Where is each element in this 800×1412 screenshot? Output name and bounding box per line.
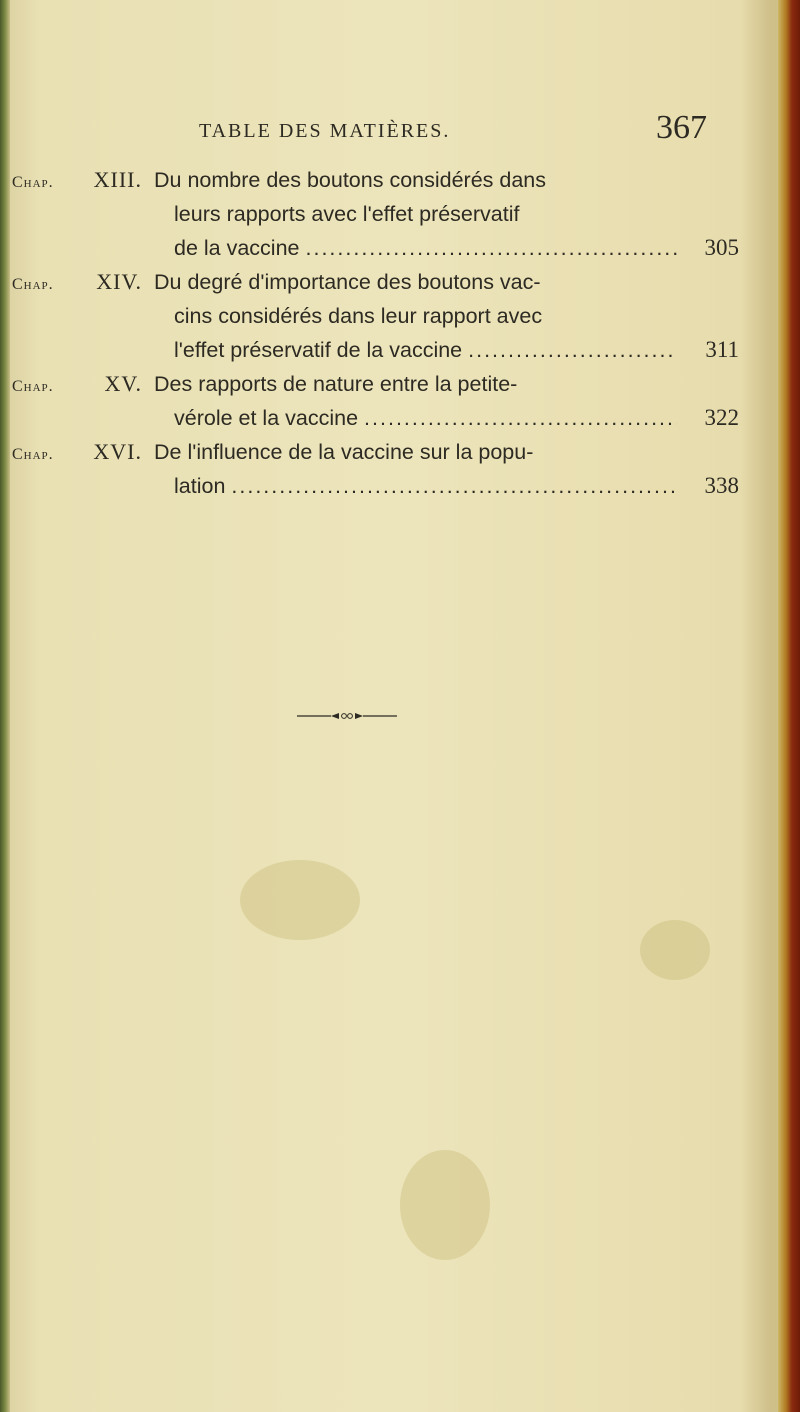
entry-line: lation <box>174 474 226 498</box>
entry-title <box>154 265 739 367</box>
paper-stain <box>240 860 360 940</box>
page-ref: 305 <box>704 235 739 260</box>
dot-leader <box>364 401 677 435</box>
toc-entry <box>12 367 742 435</box>
page-header <box>199 109 719 158</box>
entry-line: Des rapports de nature entre la petite- <box>154 372 518 396</box>
binding-gutter <box>0 0 10 1412</box>
entry-line: De l'influence de la vaccine sur la popu- <box>154 440 534 464</box>
chapter-number: XIII. <box>93 167 142 192</box>
chapter-label: Chap. <box>12 174 54 191</box>
header-title: TABLE DES MATIÈRES. <box>199 120 451 142</box>
toc-entry <box>12 163 742 265</box>
page-ref: 311 <box>705 337 739 362</box>
entry-head <box>12 163 142 200</box>
entry-line: leurs rapports avec l'effet préservatif <box>174 202 520 226</box>
entry-line: Du nombre des boutons considérés dans <box>154 168 547 192</box>
paper-stain <box>400 1150 490 1260</box>
paper-stain <box>640 920 710 980</box>
entry-last-line <box>154 401 739 435</box>
entry-last-line <box>154 231 739 265</box>
entry-line: Du degré d'importance des boutons vac- <box>154 270 541 294</box>
entry-line: de la vaccine <box>174 236 300 260</box>
entry-last-line <box>154 333 739 367</box>
toc-entry <box>12 265 742 367</box>
entry-head <box>12 265 142 302</box>
chapter-label: Chap. <box>12 446 54 463</box>
chapter-label: Chap. <box>12 276 54 293</box>
entry-line: l'effet préservatif de la vaccine <box>174 338 463 362</box>
page-ref: 338 <box>704 473 739 498</box>
dot-leader <box>306 231 678 265</box>
entry-line: cins considérés dans leur rapport avec <box>174 304 543 328</box>
table-of-contents <box>12 163 742 503</box>
page-edge <box>778 0 800 1412</box>
entry-title <box>154 367 739 435</box>
entry-title <box>154 163 739 265</box>
page-ref: 322 <box>704 405 739 430</box>
toc-entry <box>12 435 742 503</box>
dot-leader <box>468 333 677 367</box>
ornament-divider-icon <box>297 706 397 726</box>
chapter-label: Chap. <box>12 378 54 395</box>
entry-line: vérole et la vaccine <box>174 406 359 430</box>
dot-leader <box>231 469 677 503</box>
entry-title <box>154 435 739 503</box>
chapter-number: XIV. <box>96 269 142 294</box>
entry-last-line <box>154 469 739 503</box>
entry-head <box>12 435 142 472</box>
entry-head <box>12 367 142 404</box>
chapter-number: XVI. <box>93 439 142 464</box>
header-page-number: 367 <box>656 109 707 146</box>
chapter-number: XV. <box>104 371 142 396</box>
